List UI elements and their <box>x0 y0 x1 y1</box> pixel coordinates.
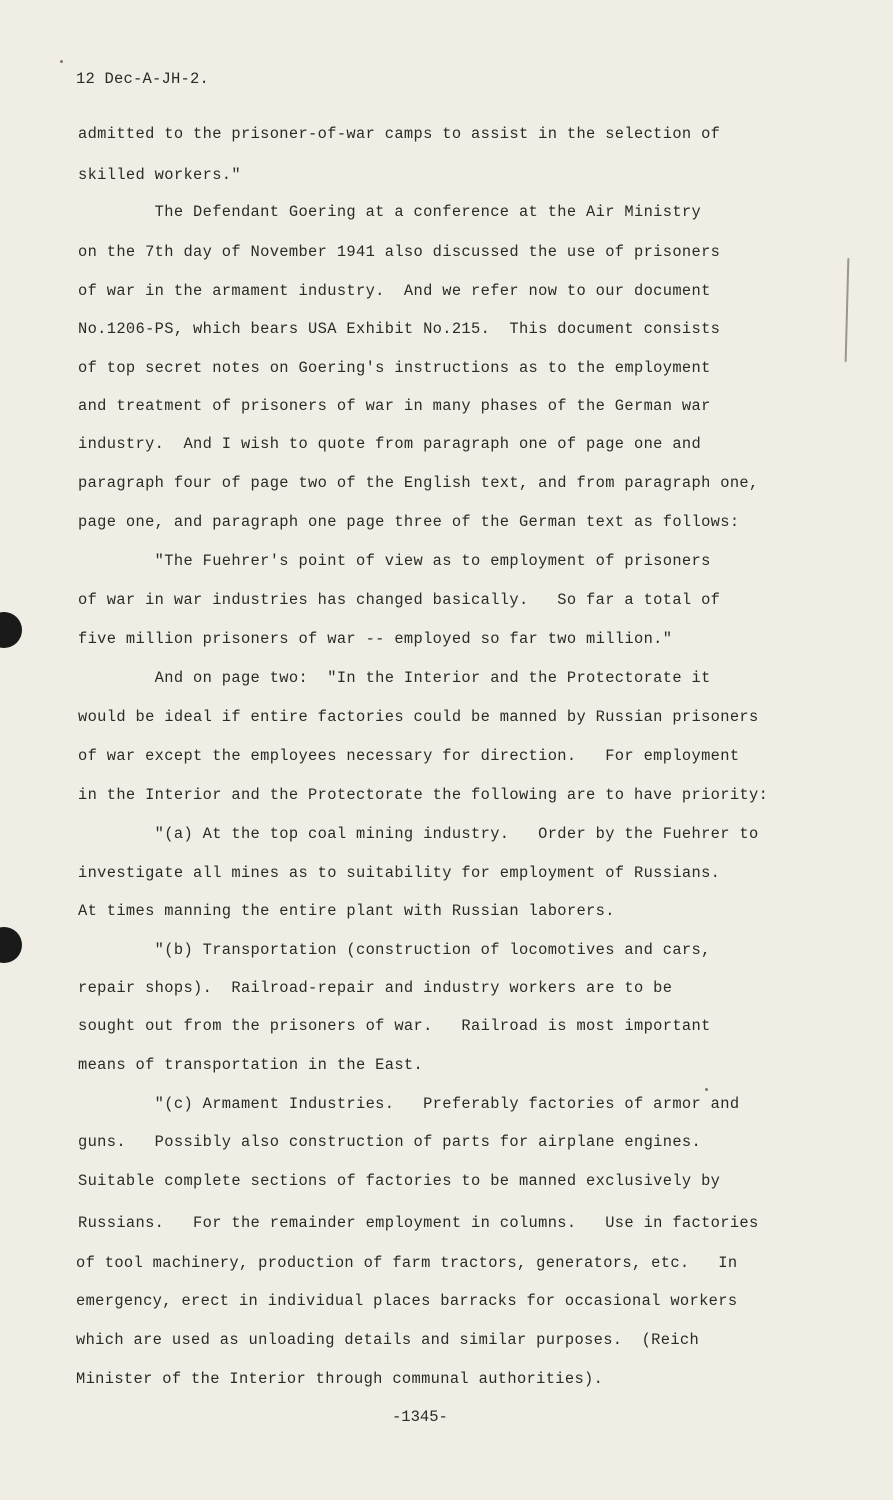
text-line: skilled workers." <box>78 166 241 184</box>
text-line: The Defendant Goering at a conference at the Air Ministry <box>78 203 702 221</box>
text-line: "The Fuehrer's point of view as to employment of prisoners <box>78 552 711 570</box>
text-line: which are used as unloading details and similar purposes. (Reich <box>76 1331 700 1349</box>
text-line: emergency, erect in individual places barracks for occasional workers <box>76 1292 738 1310</box>
text-line: guns. Possibly also construction of parts for airplane engines. <box>78 1133 702 1151</box>
text-line: and treatment of prisoners of war in many phases of the German war <box>78 397 711 415</box>
text-line: industry. And I wish to quote from paragraph one of page one and <box>78 435 702 453</box>
text-line: "(a) At the top coal mining industry. Order by the Fuehrer to <box>78 825 759 843</box>
text-line: in the Interior and the Protectorate the following are to have priority: <box>78 786 769 804</box>
text-line: paragraph four of page two of the English text, and from paragraph one, <box>78 474 759 492</box>
text-line: of tool machinery, production of farm tractors, generators, etc. In <box>76 1254 738 1272</box>
text-line: admitted to the prisoner-of-war camps to assist in the selection of <box>78 125 721 143</box>
page-number: -1345- <box>392 1408 448 1426</box>
paper-speck <box>60 60 63 63</box>
binder-hole <box>0 612 22 648</box>
text-line: on the 7th day of November 1941 also discussed the use of prisoners <box>78 243 721 261</box>
text-line: "(b) Transportation (construction of locomotives and cars, <box>78 941 711 959</box>
margin-pencil-mark <box>845 258 850 362</box>
text-line: No.1206-PS, which bears USA Exhibit No.215. This document consists <box>78 320 721 338</box>
text-line: Suitable complete sections of factories to be manned exclusively by <box>78 1172 721 1190</box>
text-line: repair shops). Railroad-repair and industry workers are to be <box>78 979 673 997</box>
text-line: sought out from the prisoners of war. Railroad is most important <box>78 1017 711 1035</box>
text-line: of war in the armament industry. And we refer now to our document <box>78 282 711 300</box>
binder-hole <box>0 927 22 963</box>
text-line: would be ideal if entire factories could be manned by Russian prisoners <box>78 708 759 726</box>
text-line: And on page two: "In the Interior and the Protectorate it <box>78 669 711 687</box>
text-line: of war except the employees necessary for direction. For employment <box>78 747 740 765</box>
text-line: means of transportation in the East. <box>78 1056 424 1074</box>
text-line: "(c) Armament Industries. Preferably factories of armor and <box>78 1095 740 1113</box>
text-line: of top secret notes on Goering's instructions as to the employment <box>78 359 711 377</box>
document-header: 12 Dec-A-JH-2. <box>76 70 210 88</box>
text-line: At times manning the entire plant with Russian laborers. <box>78 902 615 920</box>
text-line: Russians. For the remainder employment in columns. Use in factories <box>78 1214 759 1232</box>
text-line: five million prisoners of war -- employed so far two million." <box>78 630 673 648</box>
text-line: of war in war industries has changed basically. So far a total of <box>78 591 721 609</box>
text-line: page one, and paragraph one page three of the German text as follows: <box>78 513 740 531</box>
text-line: Minister of the Interior through communal authorities). <box>76 1370 604 1388</box>
paper-speck <box>705 1088 708 1091</box>
text-line: investigate all mines as to suitability for employment of Russians. <box>78 864 721 882</box>
